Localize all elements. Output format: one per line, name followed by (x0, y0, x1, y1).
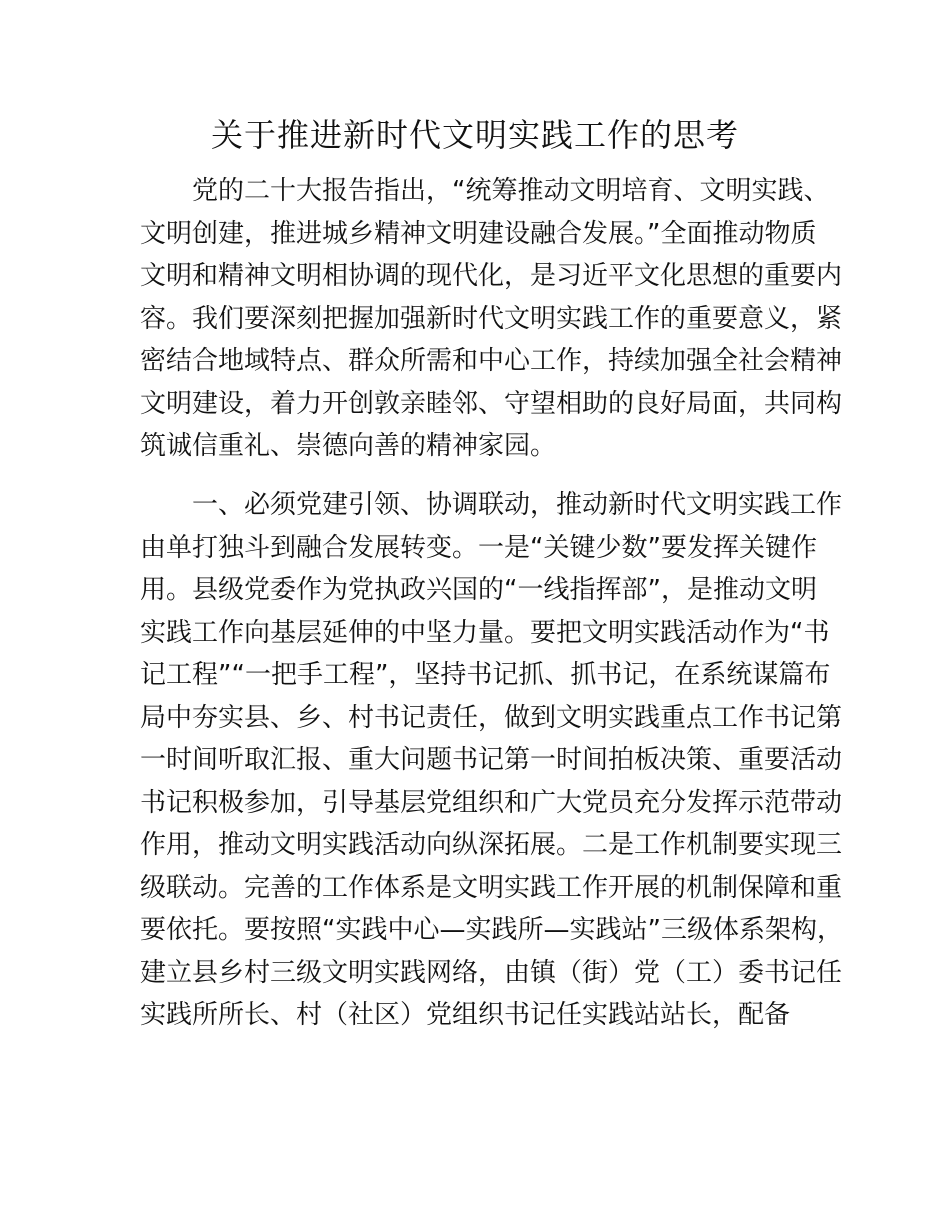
text-line: 文明建设，着力开创敦亲睦邻、守望相助的良好局面，共同构 (140, 388, 843, 419)
text-line: 文明和精神文明相协调的现代化，是习近平文化思想的重要内 (140, 261, 843, 291)
text-line: 书记积极参加，引导基层党组织和广大党员充分发挥示范带动 (140, 787, 843, 818)
paragraph-intro (140, 170, 843, 468)
text-line: 容。我们要深刻把握加强新时代文明实践工作的重要意义，紧 (140, 303, 843, 334)
text-line: 党的二十大报告指出，“统筹推动文明培育、文明实践、 (192, 176, 830, 206)
text-line: 记工程”“一把手工程”，坚持书记抓、抓书记，在系统谋篇布 (140, 660, 831, 690)
text-line: 实践工作向基层延伸的中坚力量。要把文明实践活动作为“书 (140, 617, 830, 648)
text-line: 筑诚信重礼、崇德向善的精神家园。 (140, 431, 557, 461)
text-line: 一、必须党建引领、协调联动，推动新时代文明实践工作 (192, 490, 843, 520)
document-title: 关于推进新时代文明实践工作的思考 (210, 116, 739, 154)
text-line: 局中夯实县、乡、村书记责任，做到文明实践重点工作书记第 (140, 702, 843, 733)
text-line: 级联动。完善的工作体系是文明实践工作开展的机制保障和重 (140, 872, 843, 903)
text-line: 由单打独斗到融合发展转变。一是“关键少数”要发挥关键作 (140, 532, 817, 563)
text-line: 一时间听取汇报、重大问题书记第一时间拍板决策、重要活动 (140, 745, 843, 775)
text-line: 密结合地域特点、群众所需和中心工作，持续加强全社会精神 (140, 346, 843, 376)
text-line: 作用，推动文明实践活动向纵深拓展。二是工作机制要实现三 (140, 830, 843, 860)
text-line: 文明创建，推进城乡精神文明建设融合发展。”全面推动物质 (140, 218, 817, 249)
text-line: 用。县级党委作为党执政兴国的“一线指挥部”，是推动文明 (140, 575, 817, 605)
text-line: 实践所所长、村（社区）党组织书记任实践站站长，配备 (140, 1000, 791, 1030)
text-line: 要依托。要按照“实践中心—实践所—实践站”三级体系架构， (140, 915, 843, 945)
paragraph-section-one (140, 484, 843, 1037)
text-line: 建立县乡村三级文明实践网络，由镇（街）党（工）委书记任 (140, 957, 843, 988)
